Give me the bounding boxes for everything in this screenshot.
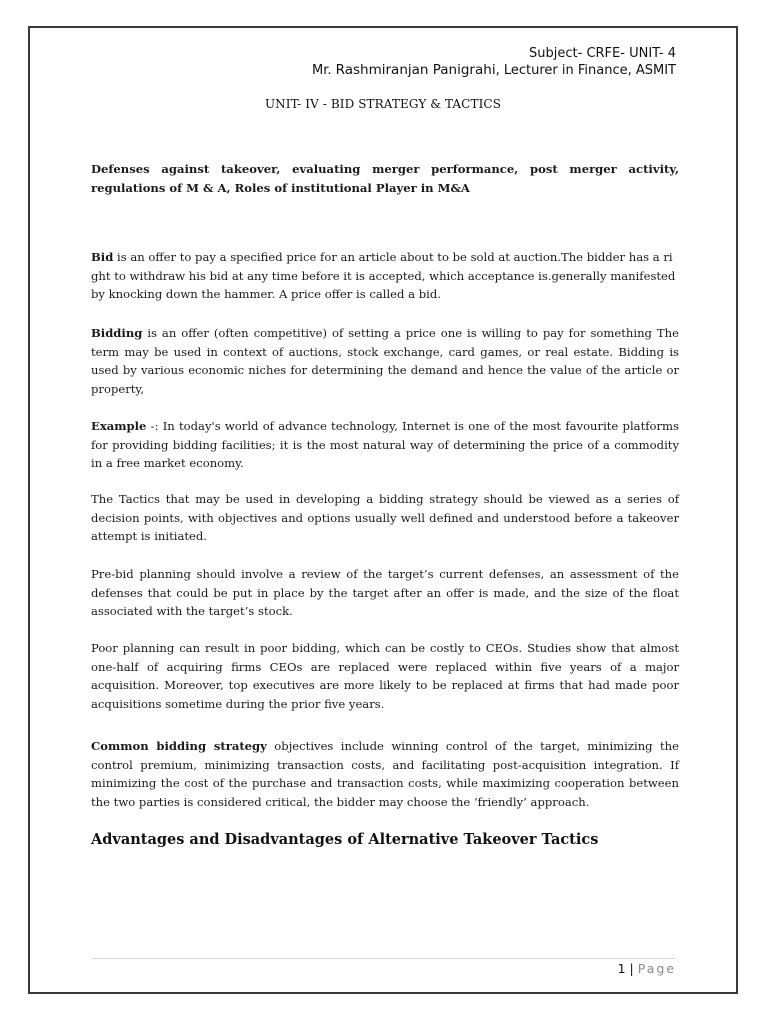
author-line (312, 62, 676, 79)
page-number: 1 (617, 961, 626, 976)
paragraph-example (91, 417, 679, 473)
paragraph-bidding (91, 324, 679, 398)
author-name: Rashmiranjan Panigrahi (335, 62, 496, 78)
paragraph-bidding-text: is an offer (often competitive) of setting a price one is willing to pay for something The term may be used in context of auctions, stock exchange, card games, or real estate. Bidding is used by various economic niches for determining the demand and hence the value of the article or property, (91, 326, 679, 396)
page-header (312, 46, 676, 79)
document-page (28, 26, 738, 994)
term-bidding: Bidding (91, 326, 143, 340)
author-prefix: Mr. (312, 63, 336, 78)
paragraph-tactics: The Tactics that may be used in developing a bidding strategy should be viewed as a series of decision points, with objectives and options usually well defined and understood before a takeover attempt is initiated. (91, 492, 679, 544)
page-footer (618, 961, 676, 976)
paragraph-common-strategy (91, 737, 679, 811)
paragraph-common-text: objectives include winning control of the target, minimizing the control premium, minimizing transaction costs, and facilitating post-acquisition integration. If minimizing the cost of the purchase and transaction costs, while maximizing cooperation between the two parties is considered critical, the bidder may choose the ‘friendly’ approach. (91, 739, 679, 809)
footer-divider (91, 958, 676, 959)
term-example: Example (91, 419, 147, 433)
subject-line: Subject- CRFE- UNIT- 4 (529, 46, 676, 61)
unit-title: UNIT- IV - BID STRATEGY & TACTICS (264, 97, 502, 111)
footer-separator: | (625, 961, 638, 976)
section-heading: Advantages and Disadvantages of Alternative Takeover Tactics (91, 831, 599, 848)
term-common-strategy: Common bidding strategy (91, 739, 267, 753)
paragraph-example-text: -: In today's world of advance technology, Internet is one of the most favourite platforms for providing bidding facilities; it is the most natural way of determining the price of a commodity in a free market economy. (91, 419, 679, 471)
author-suffix: , Lecturer in Finance, ASMIT (495, 63, 676, 78)
paragraph-poor-planning: Poor planning can result in poor bidding, which can be costly to CEOs. Studies show that almost one-half of acquiring firms CEOs are replaced were replaced within five years of a major acquisition. Moreover, top executives are more likely to be replaced at firms that had made poor acquisitions sometime during the prior five years. (91, 641, 679, 711)
topics-heading: Defenses against takeover, evaluating merger performance, post merger activity, regulations of M & A, Roles of institutional Player in M&A (91, 162, 679, 195)
term-bid: Bid (91, 250, 114, 264)
paragraph-bid-text: is an offer to pay a specified price for an article about to be sold at auction.The bidder has a right to withdraw his bid at any time before it is accepted, which acceptance is.generally manifested by knocking down the hammer. A price offer is called a bid. (91, 250, 676, 302)
page-word: Page (637, 961, 676, 976)
paragraph-prebid: Pre-bid planning should involve a review of the target’s current defenses, an assessment of the defenses that could be put in place by the target after an offer is made, and the size of the float associated with the target’s stock. (91, 567, 679, 619)
paragraph-bid (91, 248, 679, 304)
